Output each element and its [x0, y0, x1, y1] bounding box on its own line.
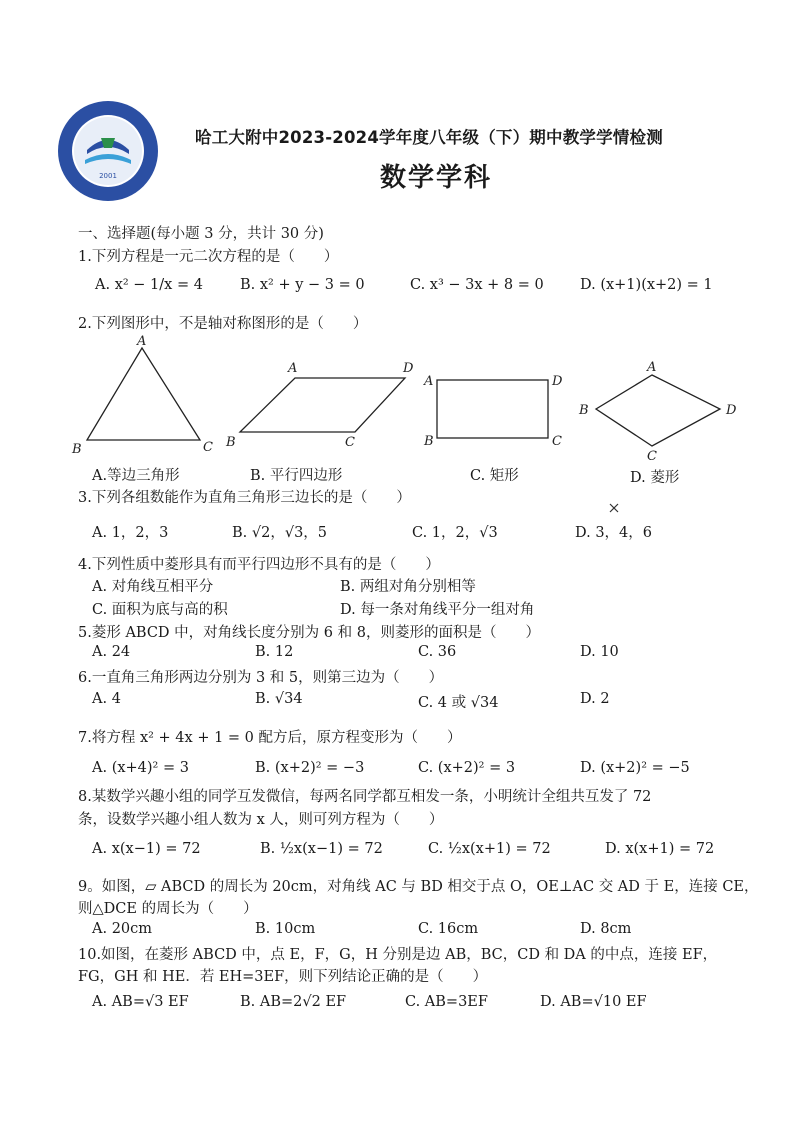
q3-option-b: B. √2，√3，5 [232, 525, 328, 541]
rect-label-d: D [552, 374, 563, 389]
rhom-label-d: D [726, 403, 737, 418]
pen-mark [610, 504, 618, 512]
q1-option-b: B. x² + y − 3 = 0 [240, 277, 365, 293]
question-3-stem: 3.下列各组数能作为直角三角形三边长的是（ ） [78, 490, 411, 506]
q10-option-a: A. AB=√3 EF [92, 994, 189, 1010]
q6-option-b: B. √34 [255, 691, 303, 707]
question-9-stem-line-1: 9。如图，▱ ABCD 的周长为 20cm，对角线 AC 与 BD 相交于点 O，OE⊥AC 交 AD 于 E，连接 CE， [78, 879, 759, 895]
q1-option-c: C. x³ − 3x + 8 = 0 [410, 277, 544, 293]
q8-option-d: D. x(x+1) = 72 [605, 841, 715, 857]
question-2-stem: 2.下列图形中，不是轴对称图形的是（ ） [78, 316, 368, 332]
equilateral-triangle-figure [87, 348, 200, 440]
tri-label-a: A [137, 334, 147, 349]
q4-option-a: A. 对角线互相平分 [92, 579, 214, 595]
q7-option-a: A. (x+4)² = 3 [92, 760, 189, 776]
tri-label-b: B [72, 442, 82, 457]
q6-option-c: C. 4 或 √34 [418, 695, 499, 711]
section-heading: 一、选择题(每小题 3 分，共计 30 分) [78, 226, 324, 242]
q8-option-b: B. ½x(x−1) = 72 [260, 841, 383, 857]
q1-option-a: A. x² − 1/x = 4 [95, 277, 203, 293]
q3-option-c: C. 1，2，√3 [412, 525, 498, 541]
rect-label-b: B [424, 434, 434, 449]
q6-option-d: D. 2 [580, 691, 610, 707]
q7-option-b: B. (x+2)² = −3 [255, 760, 365, 776]
rectangle-figure [437, 380, 548, 438]
q4-option-c: C. 面积为底与高的积 [92, 602, 228, 618]
q1-option-d: D. (x+1)(x+2) = 1 [580, 277, 713, 293]
q10-option-b: B. AB=2√2 EF [240, 994, 347, 1010]
q9-option-c: C. 16cm [418, 921, 479, 937]
para-label-d: D [403, 361, 414, 376]
q3-option-a: A. 1，2，3 [92, 525, 169, 541]
q9-option-b: B. 10cm [255, 921, 316, 937]
q2-option-c: C. 矩形 [470, 468, 519, 484]
svg-text:2001: 2001 [99, 172, 117, 180]
q8-option-a: A. x(x−1) = 72 [92, 841, 201, 857]
q9-option-d: D. 8cm [580, 921, 632, 937]
subject-title: 数学学科 [380, 163, 493, 193]
rect-label-a: A [424, 374, 434, 389]
question-8-stem-line-1: 8.某数学兴趣小组的同学互发微信，每两名同学都互相发一条，小明统计全组共互发了 72 [78, 789, 652, 805]
q2-option-a: A.等边三角形 [92, 468, 180, 484]
question-6-stem: 6.一直角三角形两边分别为 3 和 5，则第三边为（ ） [78, 670, 444, 686]
q3-option-d: D. 3，4，6 [575, 525, 653, 541]
q9-option-a: A. 20cm [92, 921, 153, 937]
para-label-c: C [345, 435, 355, 450]
school-logo [57, 100, 159, 202]
q4-option-d: D. 每一条对角线平分一组对角 [340, 602, 535, 618]
question-4-stem: 4.下列性质中菱形具有而平行四边形不具有的是（ ） [78, 557, 440, 573]
q5-option-c: C. 36 [418, 644, 457, 660]
q4-option-b: B. 两组对角分别相等 [340, 579, 476, 595]
para-label-b: B [226, 435, 236, 450]
q5-option-b: B. 12 [255, 644, 294, 660]
rect-label-c: C [552, 434, 562, 449]
question-5-stem: 5.菱形 ABCD 中，对角线长度分别为 6 和 8，则菱形的面积是（ ） [78, 625, 540, 641]
q7-option-c: C. (x+2)² = 3 [418, 760, 516, 776]
question-10-stem-line-2: FG，GH 和 HE．若 EH=3EF，则下列结论正确的是（ ） [78, 969, 488, 985]
q7-option-d: D. (x+2)² = −5 [580, 760, 690, 776]
exam-title: 哈工大附中2023-2024学年度八年级（下）期中教学学情检测 [195, 128, 663, 147]
q5-option-a: A. 24 [92, 644, 131, 660]
tri-label-c: C [203, 440, 213, 455]
question-1-stem: 1.下列方程是一元二次方程的是（ ） [78, 249, 339, 265]
rhom-label-b: B [579, 403, 589, 418]
q10-option-c: C. AB=3EF [405, 994, 488, 1010]
q10-option-d: D. AB=√10 EF [540, 994, 647, 1010]
rhom-label-c: C [647, 449, 657, 464]
rhom-label-a: A [647, 360, 657, 375]
parallelogram-figure [240, 378, 405, 432]
para-label-a: A [288, 361, 298, 376]
question-10-stem-line-1: 10.如图，在菱形 ABCD 中，点 E，F，G，H 分别是边 AB，BC，CD 和 DA 的中点，连接 EF， [78, 947, 718, 963]
q2-option-d: D. 菱形 [630, 470, 680, 486]
q5-option-d: D. 10 [580, 644, 619, 660]
q6-option-a: A. 4 [92, 691, 121, 707]
q8-option-c: C. ½x(x+1) = 72 [428, 841, 551, 857]
q2-option-b: B. 平行四边形 [250, 468, 343, 484]
question-8-stem-line-2: 条，设数学兴趣小组人数为 x 人，则可列方程为（ ） [78, 812, 444, 828]
question-7-stem: 7.将方程 x² + 4x + 1 = 0 配方后，原方程变形为（ ） [78, 730, 462, 746]
question-9-stem-line-2: 则△DCE 的周长为（ ） [78, 901, 258, 917]
rhombus-figure [596, 375, 720, 446]
